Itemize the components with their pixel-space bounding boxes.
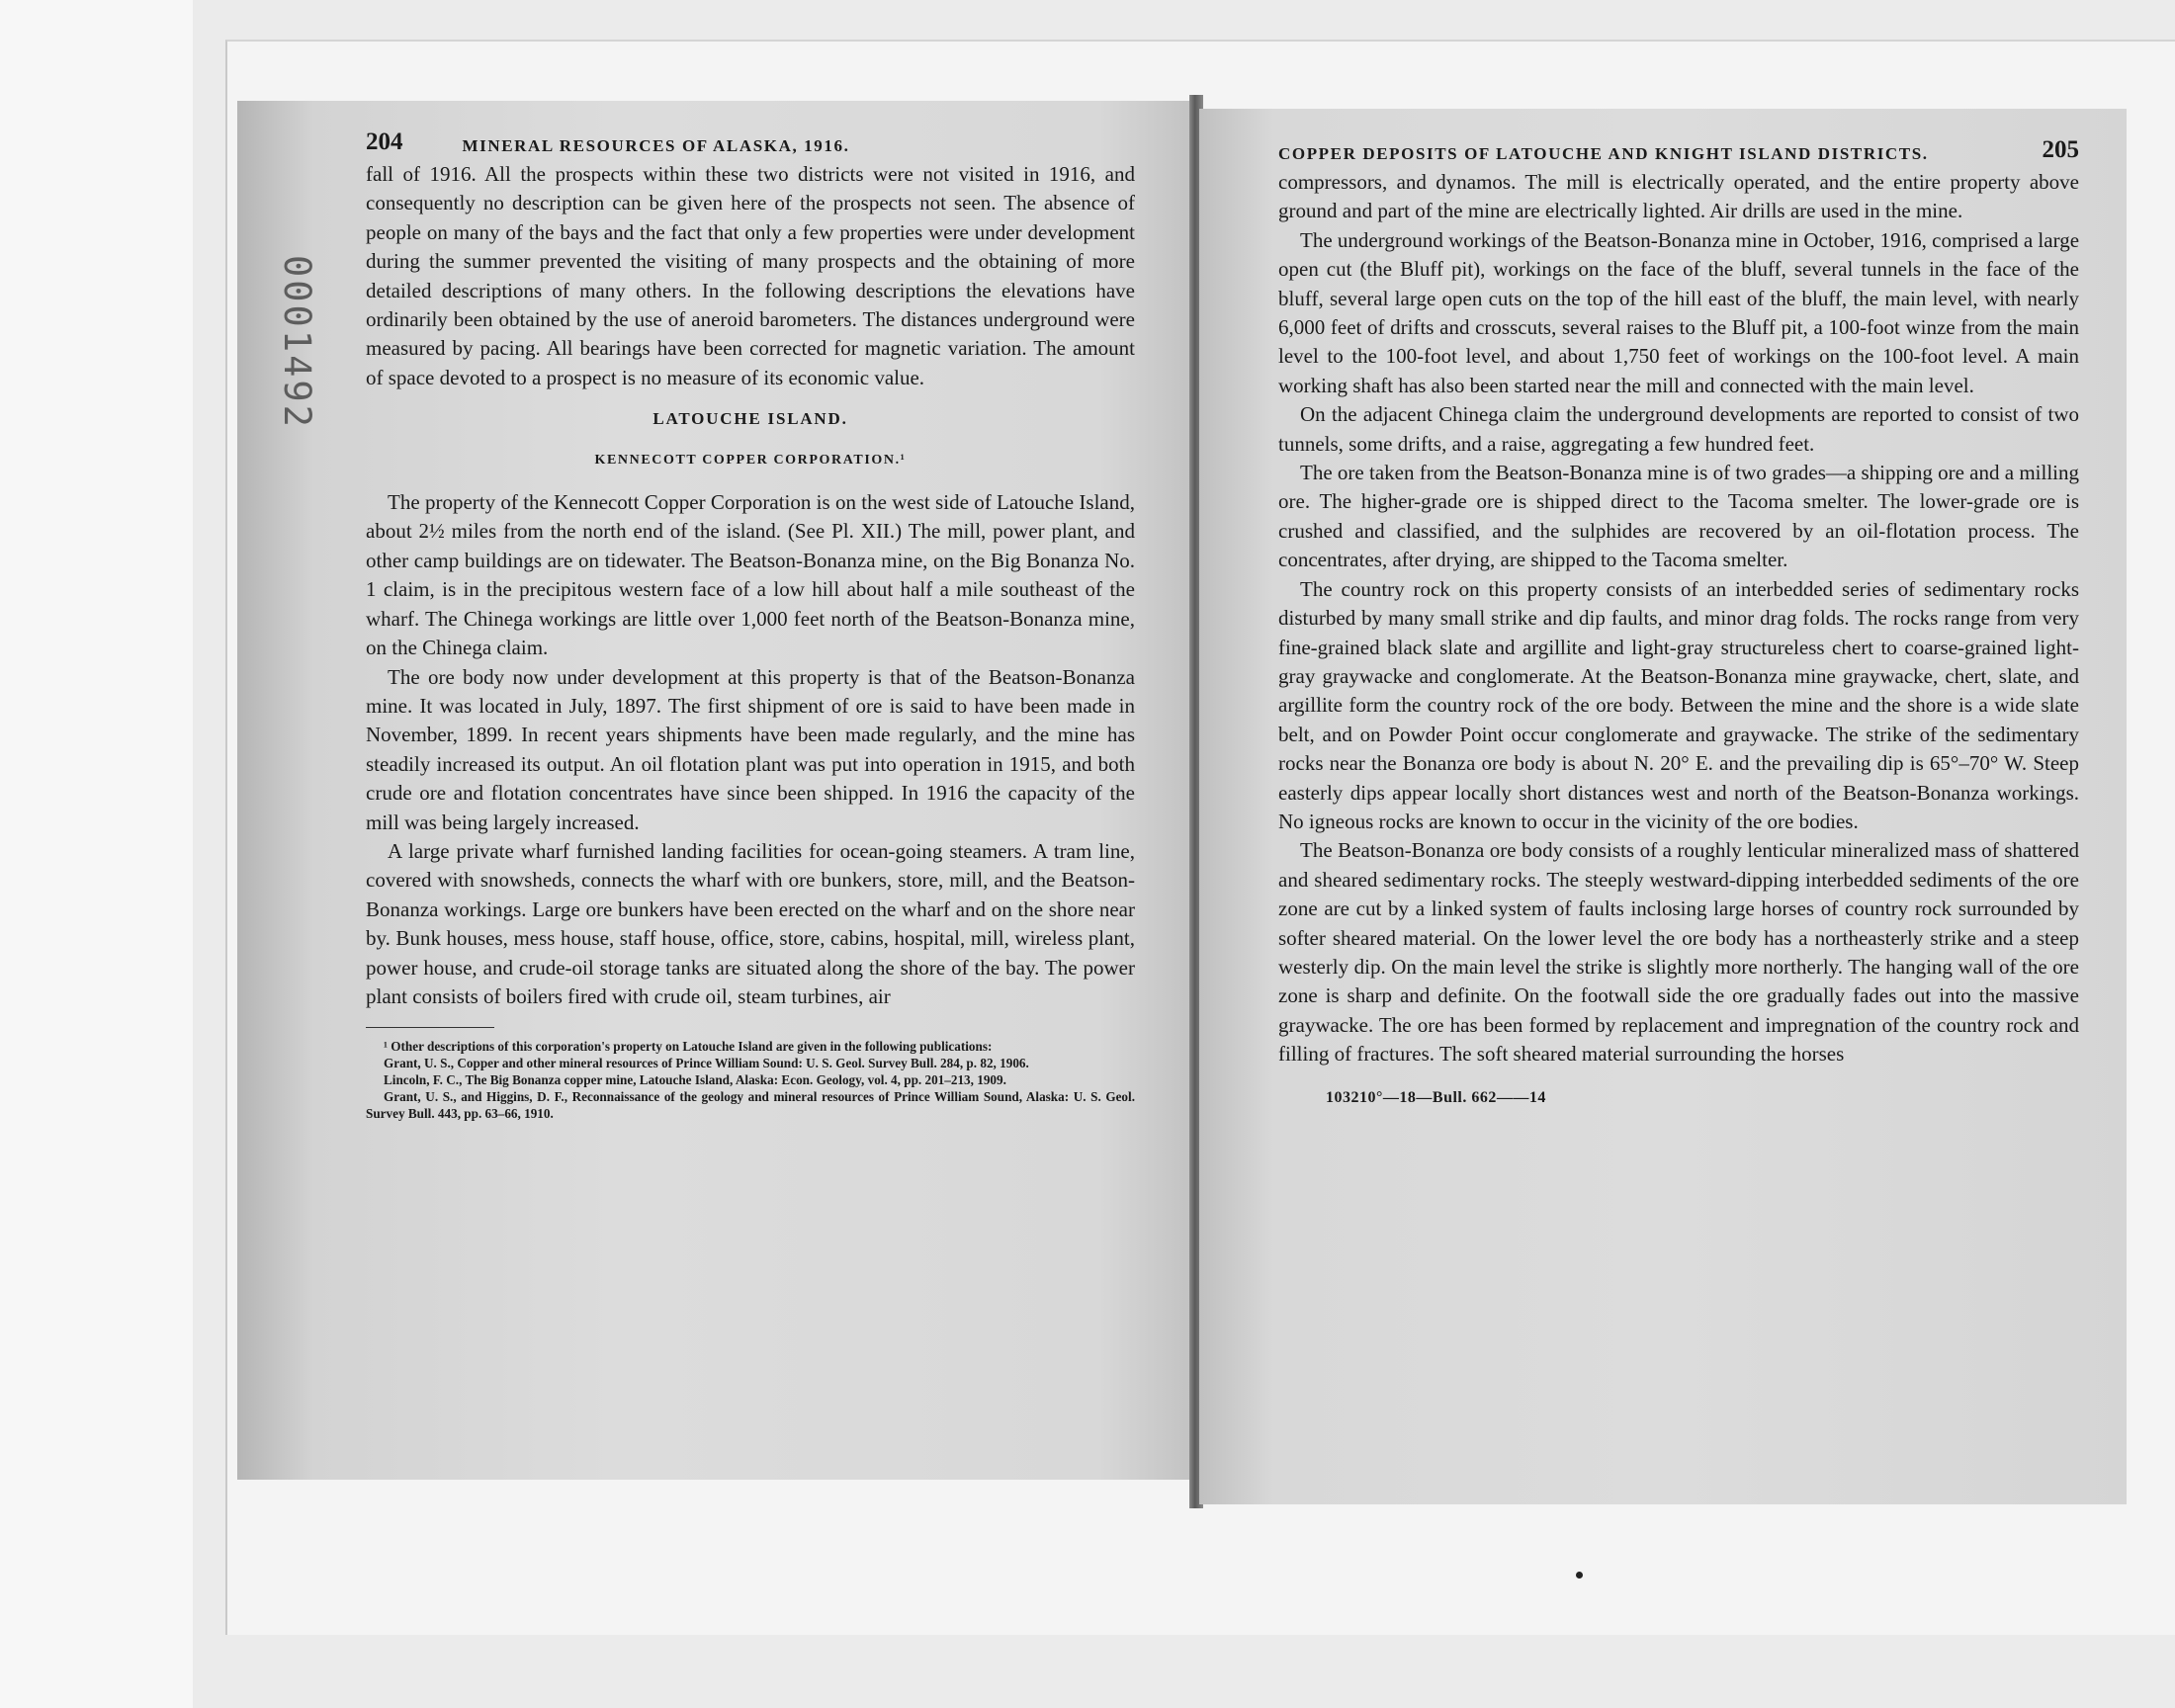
footnote: Lincoln, F. C., The Big Bonanza copper mine, Latouche Island, Alaska: Econ. Geology, vol. 4, pp. 201–213, 1909. (384, 1072, 1006, 1088)
left-page-number: 204 (366, 128, 403, 155)
left-intro-paragraph: fall of 1916. All the prospects within these two districts were not visited in 1916, and consequently no description can be given here of the prospects not seen. The absence of people on many of the bays and the fact that only a few properties were under development during the summer prevented the visiting of many prospects and the obtaining of more detailed descriptions of many others. In the following descriptions the elevations have ordinarily been obtained by the use of aneroid barometers. The distances underground were measured by pacing. All bearings have been corrected for magnetic variation. The amount of space devoted to a prospect is no measure of its economic value. (366, 162, 1135, 389)
right-paragraph: The Beatson-Bonanza ore body consists of a roughly lenticular mineralized mass of shattered and sheared sedimentary rocks. The steeply westward-dipping interbedded sediments of the ore zone are cut by a linked system of faults inclosing large horses of country rock surrounded by softer sheared material. On the lower level the ore body has a northeasterly strike and a steep westerly dip. On the main level the strike is slightly more northerly. The hanging wall of the ore zone is sharp and definite. On the footwall side the ore gradually fades out into the massive graywacke. The ore has been formed by replacement and impregnation of the country rock and filling of fractures. The soft sheared material surrounding the horses (1278, 838, 2079, 1067)
footnote-rule (366, 1027, 494, 1028)
right-paragraph: The underground workings of the Beatson-Bonanza mine in October, 1916, comprised a large open cut (the Bluff pit), workings on the face of the bluff, several tunnels in the face of the bluff, several large open cuts on the top of the hill east of the bluff, the main level, with nearly 6,000 feet of drifts and crosscuts, several raises to the Bluff pit, a 100-foot winze from the main level to the 100-foot level, and about 1,750 feet of workings on the 100-foot level. A main working shaft has also been started near the mill and connected with the main level. (1278, 227, 2080, 397)
right-paragraph: The country rock on this property consists of an interbedded series of sedimentary rocks disturbed by many small strike and dip faults, and minor drag folds. The rocks range from very fine-grained black slate and argillite and light-gray structureless chert to coarse-grained light-gray graywacke and conglomerate. At the Beatson-Bonanza mine graywacke, chert, slate, and argillite form the country rock of the ore body. Between the mine and the shore is a wide slate belt, and on Powder Point occur conglomerate and graywacke. The strike of the sedimentary rocks near the Bonanza ore body is about N. 20° E. and the prevailing dip is 65°–70° W. Steep easterly dips appear locally short distances west and north of the Beatson-Bonanza workings. No igneous rocks are known to occur in the vicinity of the ore bodies. (1278, 576, 2079, 833)
right-running-title: COPPER DEPOSITS OF LATOUCHE AND KNIGHT ISLAND DISTRICTS. (1278, 144, 1929, 163)
footnote: ¹ Other descriptions of this corporation's property on Latouche Island are given in the following publications: (384, 1039, 993, 1055)
left-paragraph: The ore body now under development at this property is that of the Beatson-Bonanza mine. It was located in July, 1897. The first shipment of ore is said to have been made in November, 1899. In recent years shipments have been made regularly, and the mine has steadily increased its output. An oil flotation plant was put into operation in 1915, and both crude ore and flotation concentrates have since been shipped. In 1916 the capacity of the mill was being largely increased. (366, 664, 1135, 834)
right-body (1278, 168, 2079, 1069)
footnote: Grant, U. S., Copper and other mineral resources of Prince William Sound: U. S. Geol. Survey Bull. 284, p. 82, 1906. (384, 1056, 1029, 1071)
left-running-title: MINERAL RESOURCES OF ALASKA, 1916. (462, 136, 850, 155)
printer-imprint: 103210°—18—Bull. 662——14 (1326, 1088, 1546, 1106)
left-body (366, 160, 1135, 1011)
scan-margin (0, 0, 193, 1708)
section-heading: LATOUCHE ISLAND. (652, 409, 848, 429)
archive-stamp-number: 0001492 (276, 255, 318, 430)
subsection-heading: KENNECOTT COPPER CORPORATION.¹ (594, 452, 907, 468)
right-intro-paragraph: compressors, and dynamos. The mill is electrically operated, and the entire property above ground and part of the mine are electrically lighted. Air drills are used in the mine. (1278, 170, 2079, 223)
left-paragraph: A large private wharf furnished landing facilities for ocean-going steamers. A tram line, covered with snowsheds, connects the wharf with ore bunkers, store, mill, and the Beatson-Bonanza workings. Large ore bunkers have been erected on the wharf and on the shore near by. Bunk houses, mess house, staff house, office, store, cabins, hospital, mill, wireless plant, power house, and crude-oil storage tanks are situated along the shore of the bay. The power plant consists of boilers fired with crude oil, steam turbines, air (366, 838, 1135, 1008)
archive-stamp (269, 255, 318, 492)
right-paragraph: The ore taken from the Beatson-Bonanza mine is of two grades—a shipping ore and a milling ore. The higher-grade ore is shipped direct to the Tacoma smelter. The lower-grade ore is crushed and classified, and the sulphides are recovered by an oil-flotation process. The concentrates, after drying, are shipped to the Tacoma smelter. (1278, 461, 2079, 572)
left-paragraph: The property of the Kennecott Copper Corporation is on the west side of Latouche Island, about 2½ miles from the north end of the island. (See Pl. XII.) The mill, power plant, and other camp buildings are on tidewater. The Beatson-Bonanza mine, on the Big Bonanza No. 1 claim, is in the precipitous western face of a low hill about half a mile southeast of the wharf. The Chinega workings are little over 1,000 feet north of the Beatson-Bonanza mine, on the Chinega claim. (366, 490, 1135, 660)
left-running-head (366, 101, 1135, 160)
footnotes (366, 1038, 1135, 1122)
footnote: Grant, U. S., and Higgins, D. F., Reconnaissance of the geology and mineral resources of Prince William Sound, Alaska: U. S. Geol. Survey Bull. 443, pp. 63–66, 1910. (366, 1089, 1135, 1122)
right-running-head (1278, 109, 2079, 168)
left-page (237, 101, 1194, 1480)
right-paragraph: On the adjacent Chinega claim the underground developments are reported to consist of two tunnels, some drifts, and a raise, aggregating a few hundred feet. (1278, 402, 2079, 456)
right-page-number: 205 (2042, 136, 2079, 163)
right-page (1199, 109, 2127, 1504)
scan-speck (1576, 1572, 1583, 1579)
